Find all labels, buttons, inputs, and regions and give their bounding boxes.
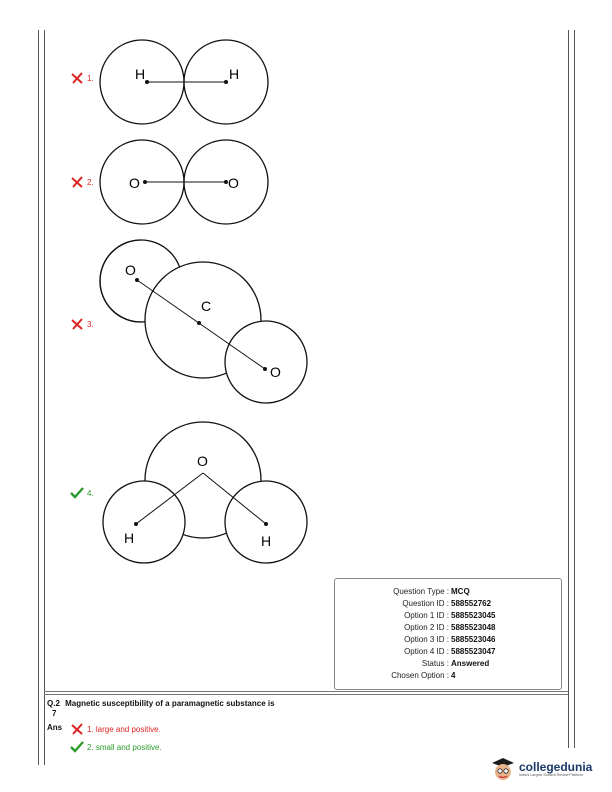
left-border-inner xyxy=(44,30,45,765)
o2-molecule-diagram xyxy=(95,136,275,231)
atom-label: C xyxy=(201,298,212,314)
question-divider-2 xyxy=(44,694,568,695)
info-option1-id: Option 1 ID : 5885523045 xyxy=(404,611,496,620)
option-number: 3. xyxy=(87,319,94,329)
graduate-mascot-icon xyxy=(490,757,516,781)
check-icon xyxy=(70,741,84,753)
option-1 xyxy=(70,72,94,84)
atom-label: O xyxy=(228,175,239,191)
cross-icon xyxy=(70,72,84,84)
question-info-box xyxy=(334,578,562,690)
co2-molecule-diagram xyxy=(95,238,315,410)
answer-option-text: 2. small and positive. xyxy=(87,742,162,752)
option-4 xyxy=(70,487,94,499)
question-text: Magnetic susceptibility of a paramagnetic substance is xyxy=(65,699,275,708)
atom-label: O xyxy=(270,364,281,380)
option-2 xyxy=(70,176,94,188)
question-number: Q.2 xyxy=(47,699,60,708)
answer-option-1 xyxy=(70,723,161,735)
atom-label: O xyxy=(129,175,140,191)
cross-icon xyxy=(70,318,84,330)
check-icon xyxy=(70,487,84,499)
atom-label: H xyxy=(124,530,135,546)
question-marks: 7 xyxy=(52,709,57,718)
logo-tagline: India's Largest Student Review Platform xyxy=(519,772,583,777)
info-question-id: Question ID : 588552762 xyxy=(402,599,492,608)
right-border-outer xyxy=(574,30,575,748)
option-3 xyxy=(70,318,94,330)
info-status: Status : Answered xyxy=(421,659,490,668)
h2-molecule-diagram xyxy=(95,35,275,130)
atom-label: H xyxy=(229,66,240,82)
atom-label: O xyxy=(197,453,208,469)
option-number: 2. xyxy=(87,177,94,187)
collegedunia-logo xyxy=(490,757,592,781)
info-option4-id: Option 4 ID : 5885523047 xyxy=(404,647,496,656)
h2o-molecule-diagram xyxy=(95,418,315,568)
answer-option-text: 1. large and positive. xyxy=(87,724,161,734)
atom-label: H xyxy=(135,66,146,82)
cross-icon xyxy=(70,723,84,735)
atom-label: O xyxy=(125,262,136,278)
info-option3-id: Option 3 ID : 5885523046 xyxy=(404,635,496,644)
option-number: 4. xyxy=(87,488,94,498)
info-option2-id: Option 2 ID : 5885523048 xyxy=(404,623,496,632)
option-number: 1. xyxy=(87,73,94,83)
question-divider xyxy=(44,691,568,692)
left-border-outer xyxy=(38,30,39,765)
info-chosen-option: Chosen Option : 4 xyxy=(391,671,456,680)
answer-option-2 xyxy=(70,741,162,753)
cross-icon xyxy=(70,176,84,188)
ans-label: Ans xyxy=(47,723,63,732)
question-2-header xyxy=(47,699,275,708)
atom-label: H xyxy=(261,533,272,549)
right-border-inner xyxy=(568,30,569,748)
logo-name: collegedunia xyxy=(519,759,593,774)
info-question-type: Question Type : MCQ xyxy=(393,587,470,596)
